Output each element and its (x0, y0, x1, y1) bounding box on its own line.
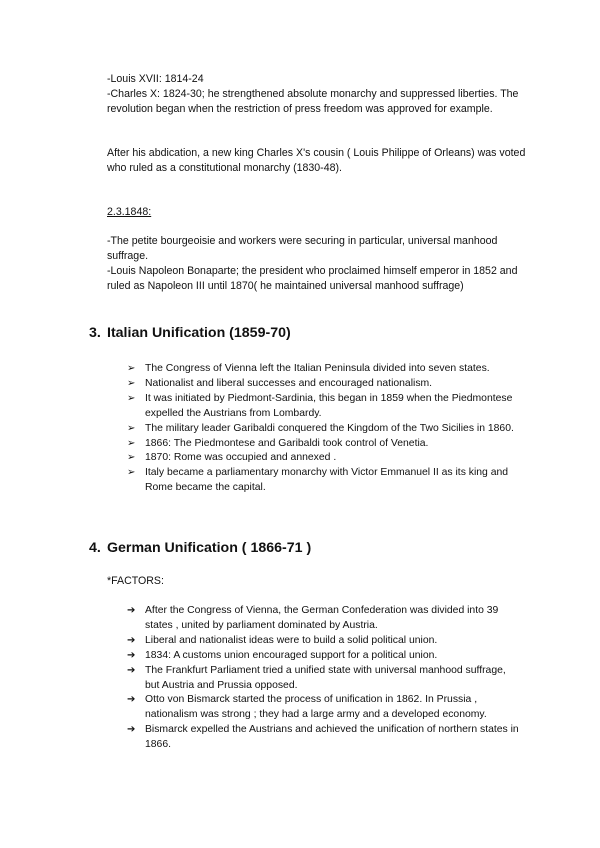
section-3-number: 3. (89, 325, 101, 341)
charles-x-paragraph: -Charles X: 1824-30; he strengthened absolute monarchy and suppressed liberties. The revolution began when the restriction of press freedom was approved for example. (107, 88, 519, 116)
section-4-title: German Unification ( 1866-71 ) (107, 540, 312, 556)
petite-bourgeoisie-paragraph: -The petite bourgeoisie and workers were securing in particular, universal manhood suffrage. (107, 235, 498, 263)
list-item: ➢ The military leader Garibaldi conquered the Kingdom of the Two Sicilies in 1860. (127, 422, 522, 437)
list-item: ➢ Italy became a parliamentary monarchy with Victor Emmanuel II as its king and Rome became the capital. (127, 467, 509, 494)
section-3-title: Italian Unification (1859-70) (107, 325, 291, 341)
arrow-bullet-icon: ➔ (127, 605, 136, 616)
italian-unification-list (127, 362, 522, 496)
arrowhead-bullet-icon: ➢ (127, 363, 136, 374)
arrow-bullet-icon: ➔ (127, 664, 136, 676)
list-item: ➔ Bismarck expelled the Austrians and achieved the unification of northern states in 1866. (127, 724, 519, 751)
list-item: ➔ 1834: A customs union encouraged support for a political union. (127, 649, 522, 664)
arrowhead-bullet-icon: ➢ (127, 437, 136, 449)
section-4-heading (89, 539, 311, 557)
section-4-number: 4. (89, 540, 101, 556)
date-heading: 2.3.1848: (107, 206, 152, 218)
list-item: ➢ It was initiated by Piedmont-Sardinia, this began in 1859 when the Piedmontese expelled the Austrians from Lombardy. (127, 392, 513, 419)
arrow-bullet-icon: ➔ (127, 634, 136, 646)
arrowhead-bullet-icon: ➢ (127, 392, 136, 404)
list-item: ➢ 1870: Rome was occupied and annexed . (127, 451, 522, 466)
arrowhead-bullet-icon: ➢ (127, 422, 136, 434)
napoleon-paragraph: -Louis Napoleon Bonaparte; the president who proclaimed himself emperor in 1852 and ruled as Napoleon III until 1870( he maintained universal manhood suffrage) (107, 265, 518, 293)
arrowhead-bullet-icon: ➢ (127, 377, 136, 389)
list-item: ➔ The Frankfurt Parliament tried a unified state with universal manhood suffrage, but Austria and Prussia opposed. (127, 664, 506, 691)
list-item: ➔ After the Congress of Vienna, the German Confederation was divided into 39 states , united by parliament dominated by Austria. (127, 605, 499, 631)
section-3-heading (89, 324, 291, 342)
louis-xvii-line: -Louis XVII: 1814-24 (107, 73, 204, 85)
arrowhead-bullet-icon: ➢ (127, 452, 136, 464)
german-unification-list (127, 604, 522, 753)
arrowhead-bullet-icon: ➢ (127, 467, 136, 479)
factors-label: *FACTORS: (107, 575, 164, 587)
abdication-paragraph: After his abdication, a new king Charles X's cousin ( Louis Philippe of Orleans) was voted who ruled as a constitutional monarchy (1830-48). (107, 147, 526, 175)
arrow-bullet-icon: ➔ (127, 694, 136, 706)
arrow-bullet-icon: ➔ (127, 724, 136, 736)
list-item: ➔ Otto von Bismarck started the process of unification in 1862. In Prussia , nationalism was strong ; they had a large army and a developed economy. (127, 694, 487, 721)
list-item: ➢ The Congress of Vienna left the Italian Peninsula divided into seven states. (127, 362, 522, 377)
list-item: ➔ Liberal and nationalist ideas were to build a solid political union. (127, 634, 522, 649)
arrow-bullet-icon: ➔ (127, 649, 136, 661)
list-item: ➢ 1866: The Piedmontese and Garibaldi took control of Venetia. (127, 437, 522, 452)
list-item: ➢ Nationalist and liberal successes and encouraged nationalism. (127, 377, 522, 392)
